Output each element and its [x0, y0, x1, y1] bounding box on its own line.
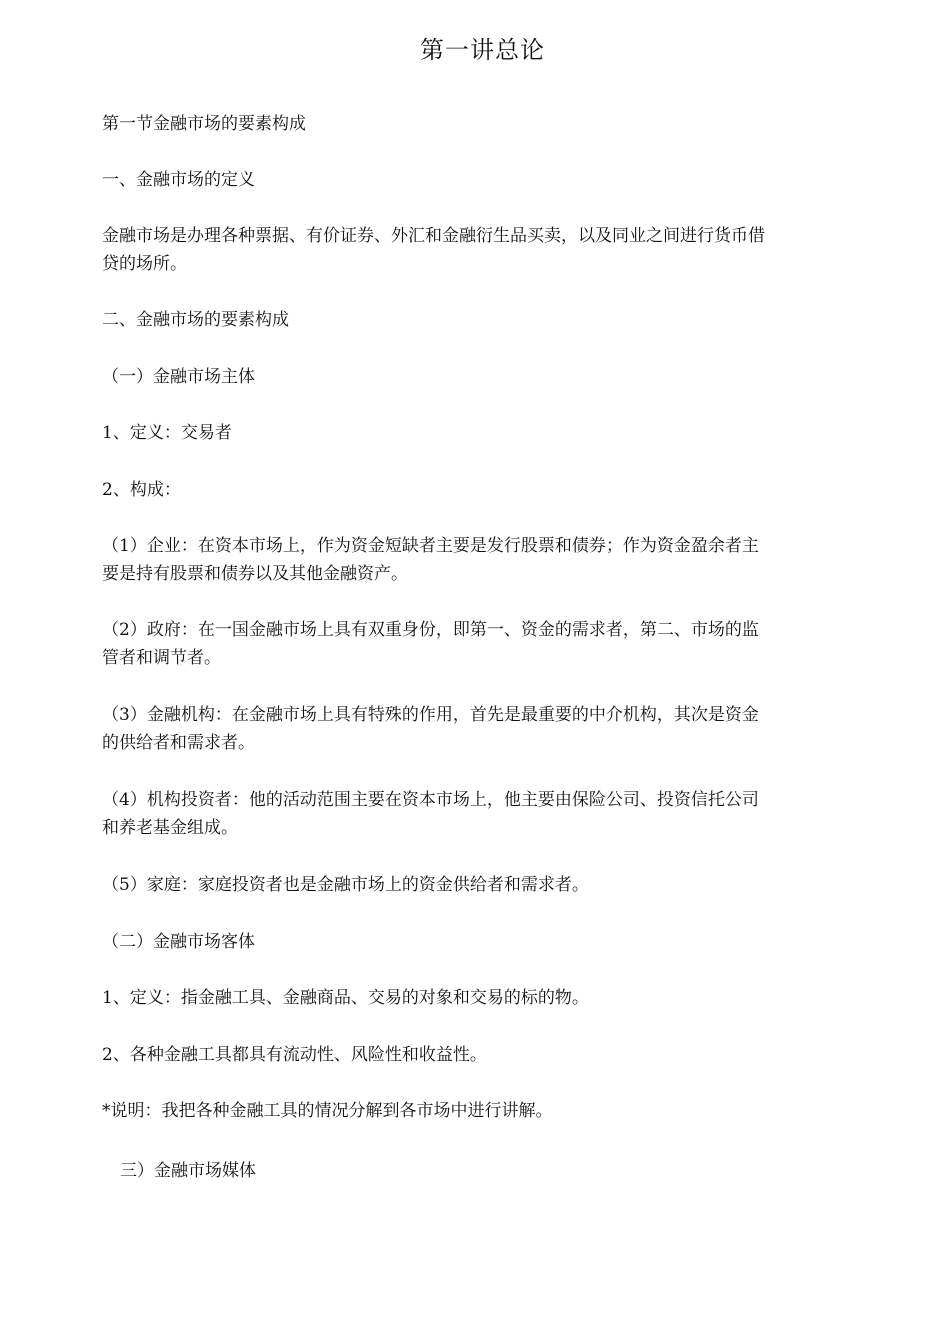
text-line: 二、金融市场的要素构成: [102, 310, 289, 330]
text-line: （二）金融市场客体: [102, 932, 255, 952]
text-line: 要是持有股票和债券以及其他金融资产。: [102, 564, 408, 584]
paragraph: [102, 476, 862, 504]
paragraph: [102, 1097, 862, 1125]
paragraph: [102, 616, 862, 672]
paragraph: [102, 871, 862, 899]
subsection-heading: [102, 363, 862, 391]
text-line: （2）政府：在一国金融市场上具有双重身份，即第一、资金的需求者，第二、市场的监: [102, 620, 759, 640]
paragraph: [102, 532, 862, 588]
text-line: 2、构成：: [102, 480, 181, 500]
text-line: *说明：我把各种金融工具的情况分解到各市场中进行讲解。: [102, 1101, 553, 1121]
text-line: （4）机构投资者：他的活动范围主要在资本市场上，他主要由保险公司、投资信托公司: [102, 790, 759, 810]
text-line: 2、各种金融工具都具有流动性、风险性和收益性。: [102, 1045, 487, 1065]
text-line: （1）企业：在资本市场上，作为资金短缺者主要是发行股票和债券；作为资金盈余者主: [102, 536, 759, 556]
subsection-heading: [102, 166, 862, 194]
text-line: 1、定义：交易者: [102, 423, 232, 443]
paragraph: [102, 222, 862, 278]
page-title: 第一讲总论: [420, 36, 545, 64]
section-heading: [102, 110, 862, 138]
text-line: （一）金融市场主体: [102, 367, 255, 387]
paragraph: [102, 1041, 862, 1069]
paragraph: [102, 419, 862, 447]
text-line: 三）金融市场媒体: [120, 1161, 256, 1181]
subsection-heading: [102, 928, 862, 956]
text-line: （3）金融机构：在金融市场上具有特殊的作用，首先是最重要的中介机构，其次是资金: [102, 705, 759, 725]
text-line: 一、金融市场的定义: [102, 170, 255, 190]
text-line: 金融市场是办理各种票据、有价证券、外汇和金融衍生品买卖，以及同业之间进行货币借: [102, 226, 765, 246]
subsection-heading: [120, 1157, 880, 1185]
text-line: 贷的场所。: [102, 254, 187, 274]
paragraph: [102, 786, 862, 842]
text-line: 第一节金融市场的要素构成: [102, 114, 306, 134]
text-line: 管者和调节者。: [102, 648, 221, 668]
subsection-heading: [102, 306, 862, 334]
text-line: 和养老基金组成。: [102, 818, 238, 838]
text-line: 1、定义：指金融工具、金融商品、交易的对象和交易的标的物。: [102, 988, 589, 1008]
text-line: （5）家庭：家庭投资者也是金融市场上的资金供给者和需求者。: [102, 875, 589, 895]
paragraph: [102, 984, 862, 1012]
text-line: 的供给者和需求者。: [102, 733, 255, 753]
paragraph: [102, 701, 862, 757]
